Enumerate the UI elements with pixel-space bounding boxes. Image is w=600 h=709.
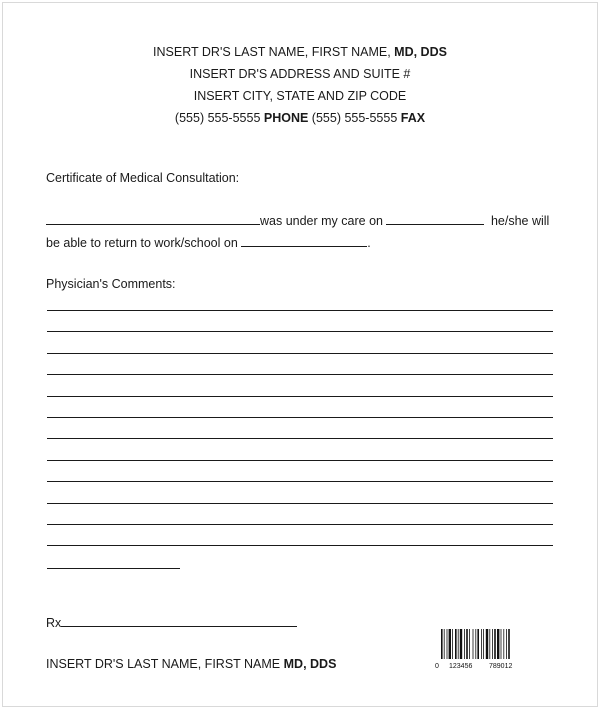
footer-credentials: MD, DDS xyxy=(283,657,337,671)
care-sentence-line xyxy=(46,213,549,228)
comment-line[interactable] xyxy=(47,503,553,504)
comment-line[interactable] xyxy=(47,396,553,397)
barcode-bar xyxy=(501,629,502,659)
return-sentence-line xyxy=(46,235,371,250)
comment-line[interactable] xyxy=(47,460,553,461)
comments-label: Physician's Comments: xyxy=(46,277,176,291)
rx-line xyxy=(46,615,297,630)
certificate-title: Certificate of Medical Consultation: xyxy=(46,171,240,185)
barcode-bar xyxy=(483,629,484,659)
phone-number: (555) 555-5555 xyxy=(174,111,264,125)
barcode-bar xyxy=(464,629,465,659)
period: . xyxy=(367,236,371,250)
barcode-bar xyxy=(460,629,462,659)
barcode-digits-group2: 789012 xyxy=(489,663,513,670)
phone-label: PHONE xyxy=(263,111,309,125)
barcode-bar xyxy=(475,629,476,659)
barcode-bar xyxy=(466,629,468,659)
comment-line[interactable] xyxy=(47,524,553,525)
address-line: INSERT DR'S ADDRESS AND SUITE # xyxy=(189,67,411,81)
barcode-digit-left: 0 xyxy=(435,663,439,670)
barcode-bar xyxy=(469,629,470,659)
barcode-icon xyxy=(435,627,531,671)
barcode-bar xyxy=(492,629,493,659)
comment-line[interactable] xyxy=(47,353,553,354)
barcode-bar xyxy=(506,629,507,659)
return-date-blank[interactable] xyxy=(241,235,367,247)
footer-signature xyxy=(46,657,336,671)
contact-line xyxy=(3,107,597,129)
barcode-bar xyxy=(486,629,488,659)
comment-line[interactable] xyxy=(47,545,553,546)
return-text: be able to return to work/school on xyxy=(46,236,238,250)
barcode-bar xyxy=(481,629,482,659)
doctor-credentials: MD, DDS xyxy=(394,45,447,59)
city-line: INSERT CITY, STATE AND ZIP CODE xyxy=(193,89,407,103)
patient-name-blank[interactable] xyxy=(46,213,260,225)
barcode-bar xyxy=(452,629,453,659)
barcode-bar xyxy=(489,629,490,659)
document-page xyxy=(2,2,598,707)
barcode-bar xyxy=(473,629,474,659)
barcode xyxy=(435,627,531,671)
doctor-name: INSERT DR'S LAST NAME, FIRST NAME, xyxy=(153,45,395,59)
barcode-bar xyxy=(441,629,443,659)
barcode-bar xyxy=(508,629,510,659)
was-under-care-text: was under my care on xyxy=(260,214,383,228)
comment-line[interactable] xyxy=(47,331,553,332)
barcode-bar xyxy=(458,629,459,659)
barcode-bar xyxy=(449,629,451,659)
rx-blank[interactable] xyxy=(61,615,297,627)
barcode-bar xyxy=(497,629,499,659)
comment-line[interactable] xyxy=(47,374,553,375)
fax-number: (555) 555-5555 xyxy=(308,111,401,125)
footer-doctor-name: INSERT DR'S LAST NAME, FIRST NAME xyxy=(46,657,284,671)
care-date-blank[interactable] xyxy=(386,213,484,225)
barcode-digits-group1: 123456 xyxy=(449,663,473,670)
barcode-bar xyxy=(503,629,504,659)
doctor-name-line xyxy=(3,41,597,63)
fax-label: FAX xyxy=(400,111,426,125)
barcode-bar xyxy=(494,629,496,659)
he-she-will-text: he/she will xyxy=(490,214,550,228)
barcode-bar xyxy=(455,629,457,659)
comment-line[interactable] xyxy=(47,481,553,482)
comment-short-line[interactable] xyxy=(47,568,180,569)
barcode-bar xyxy=(444,629,445,659)
comment-line[interactable] xyxy=(47,438,553,439)
barcode-bar xyxy=(477,629,479,659)
rx-label: Rx xyxy=(46,616,62,630)
letterhead xyxy=(3,41,597,129)
barcode-bar xyxy=(447,629,448,659)
comment-line[interactable] xyxy=(47,310,553,311)
comment-line[interactable] xyxy=(47,417,553,418)
